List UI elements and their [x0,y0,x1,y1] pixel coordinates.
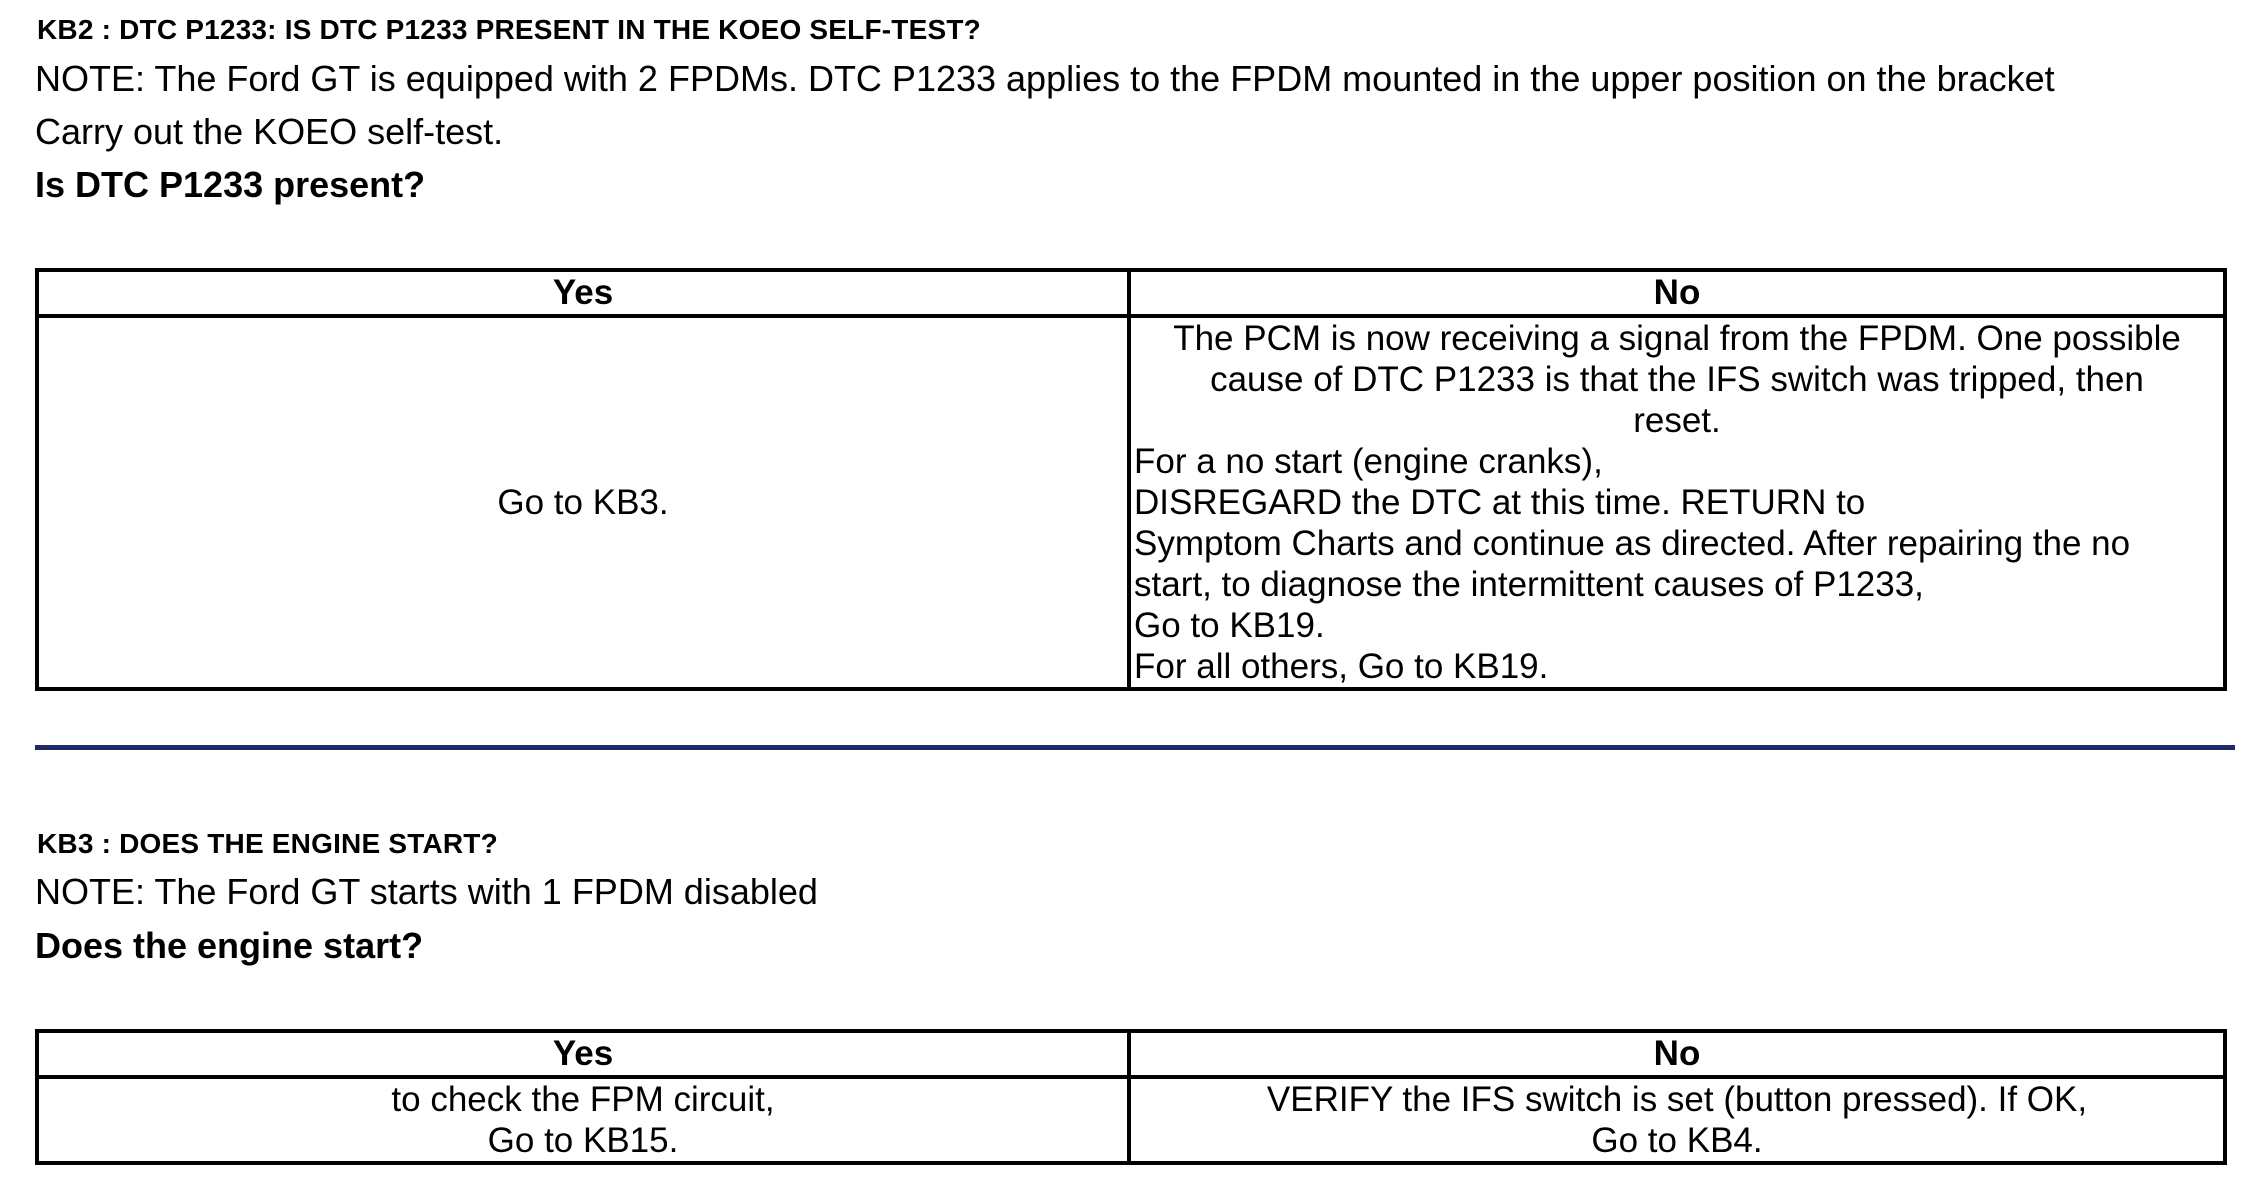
kb3-decision-table [35,1029,2227,1165]
kb3-question: Does the engine start? [35,925,424,966]
kb3-yes-header: Yes [37,1031,1129,1077]
kb2-no-header: No [1129,270,2225,316]
kb3-yes-cell [37,1077,1129,1163]
kb2-no-line: Go to KB19. [1134,606,1325,645]
kb2-header-row [37,270,2225,316]
kb3-yes-line: Go to KB15. [487,1121,679,1160]
kb2-no-line: Symptom Charts and continue as directed. After repairing the no [1134,524,2131,563]
kb2-no-line: For a no start (engine cranks), [1134,442,1603,481]
kb2-no-line: DISREGARD the DTC at this time. RETURN to [1134,483,1866,522]
kb2-decision-table [35,268,2227,691]
kb2-no-line: cause of DTC P1233 is that the IFS switch was tripped, then [1210,360,2144,399]
kb2-no-line: reset. [1633,401,1721,440]
kb3-no-cell [1129,1077,2225,1163]
kb3-header-row [37,1031,2225,1077]
kb3-title: KB3 : DOES THE ENGINE START? [37,828,498,859]
kb3-no-line: VERIFY the IFS switch is set (button pressed). If OK, [1266,1080,2088,1119]
kb2-no-line: For all others, Go to KB19. [1134,647,1549,686]
kb2-note: NOTE: The Ford GT is equipped with 2 FPDMs. DTC P1233 applies to the FPDM mounted in the upper position on the bracket [35,58,2055,99]
kb2-no-cell [1129,316,2225,689]
kb3-no-line: Go to KB4. [1591,1121,1763,1160]
kb2-no-line: The PCM is now receiving a signal from the FPDM. One possible [1173,319,2181,358]
kb2-yes-header: Yes [37,270,1129,316]
kb2-no-line: start, to diagnose the intermittent causes of P1233, [1134,565,1924,604]
kb2-question: Is DTC P1233 present? [35,164,426,205]
kb2-title: KB2 : DTC P1233: IS DTC P1233 PRESENT IN THE KOEO SELF-TEST? [37,14,981,45]
kb2-yes-cell: Go to KB3. [37,316,1129,689]
kb2-instruction: Carry out the KOEO self-test. [35,111,504,152]
section-divider [35,745,2235,750]
kb3-body-row [37,1077,2225,1163]
kb3-note: NOTE: The Ford GT starts with 1 FPDM disabled [35,871,818,912]
kb3-yes-line: to check the FPM circuit, [391,1080,775,1119]
kb3-no-header: No [1129,1031,2225,1077]
kb2-body-row [37,316,2225,689]
